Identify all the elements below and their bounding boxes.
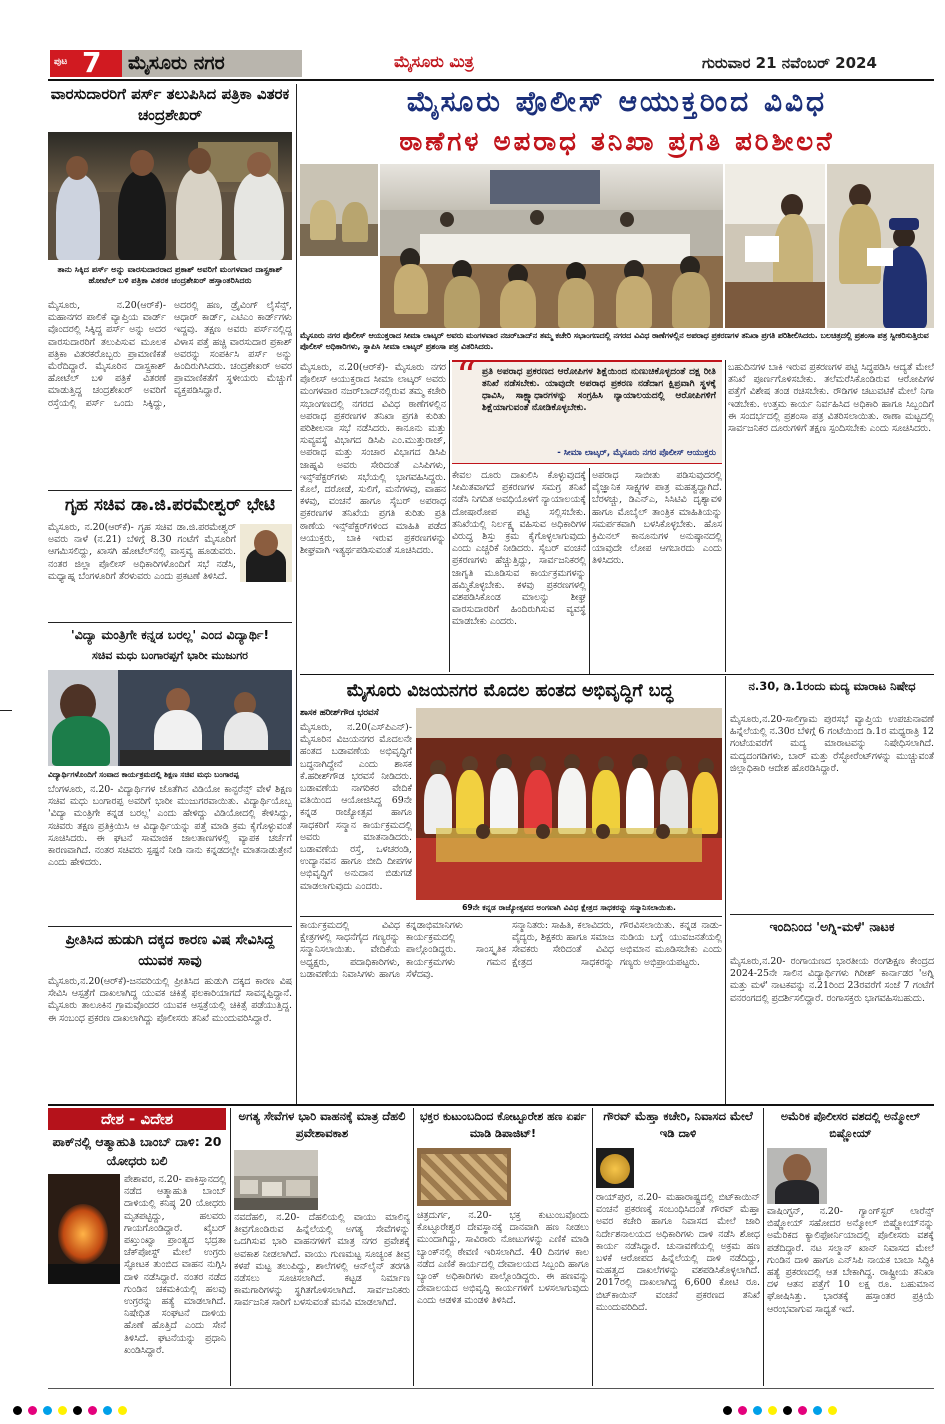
margin-tick [0, 710, 12, 711]
natak-body: ಮೈಸೂರು,ನ.20- ರಂಗಾಯಣದ ಭಾರತೀಯ ರಂಗಶಿಕ್ಷಣ ಕೇಂದ್ರದ 2024-25ನೇ ಸಾಲಿನ ವಿದ್ಯಾರ್ಥಿಗಳು ಗಿರೀಶ್ ಕಾರ್ನಾಡರ 'ಅಗ್ನಿ ಮತ್ತು ಮಳೆ' ನಾಟಕವನ್ನು ನ.21ರಿಂದ 23ರವರೆಗೆ ಸಂಜೆ 7 ಗಂಟೆಗೆ ವನರಂಗದಲ್ಲಿ ಪ್ರದರ್ಶಿಸಲಿದ್ದಾರೆ. ರಂಗಾಸಕ್ತರು ಭಾಗವಹಿಸಬಹುದು. [730, 956, 934, 1004]
anmol-body: ವಾಷಿಂಗ್ಟನ್, ನ.20- ಗ್ಯಾಂಗ್‌ಸ್ಟರ್ ಲಾರೆನ್ಸ್ ಬಿಷ್ಣೋಯ್ ಸಹೋದರ ಅನ್ಮೋಲ್ ಬಿಷ್ಣೋಯ್‌ನನ್ನು ಅಮೆರಿಕದ ಕ್ಯಾಲಿಫೋರ್ನಿಯಾದಲ್ಲಿ ಪೊಲೀಸರು ವಶಕ್ಕೆ ಪಡೆದಿದ್ದಾರೆ. ನಟ ಸಲ್ಮಾನ್ ಖಾನ್ ನಿವಾಸದ ಮೇಲೆ ಗುಂಡಿನ ದಾಳಿ ಹಾಗೂ ಎನ್‌ಸಿಪಿ ನಾಯಕ ಬಾಬಾ ಸಿದ್ದಿಕಿ ಹತ್ಯೆ ಪ್ರಕರಣದಲ್ಲಿ ಆತ ಬೇಕಾಗಿದ್ದ. ರಾಷ್ಟ್ರೀಯ ತನಿಖಾ ದಳ ಆತನ ಪತ್ತೆಗೆ 10 ಲಕ್ಷ ರೂ. ಬಹುಮಾನ ಘೋಷಿಸಿತ್ತು. ಭಾರತಕ್ಕೆ ಹಸ್ತಾಂತರ ಪ್ರಕ್ರಿಯೆ ಆರಂಭವಾಗುವ ಸಾಧ್ಯತೆ ಇದೆ. [767, 1206, 934, 1315]
registration-dot [103, 1406, 112, 1415]
delhi-body: ನವದೆಹಲಿ, ನ.20- ದೆಹಲಿಯಲ್ಲಿ ವಾಯು ಮಾಲಿನ್ಯ ತೀವ್ರಗೊಂಡಿರುವ ಹಿನ್ನೆಲೆಯಲ್ಲಿ ಅಗತ್ಯ ಸೇವೆಗಳನ್ನು ಒದಗಿಸುವ ಭಾರಿ ವಾಹನಗಳಿಗೆ ಮಾತ್ರ ನಗರ ಪ್ರವೇಶಕ್ಕೆ ಅವಕಾಶ ನೀಡಲಾಗಿದೆ. ವಾಯು ಗುಣಮಟ್ಟ ಸೂಚ್ಯಂಕ ತೀವ್ರ ಕಳಪೆ ಮಟ್ಟ ತಲುಪಿದ್ದು, ಶಾಲೆಗಳಲ್ಲಿ ಆನ್‌ಲೈನ್ ತರಗತಿ ನಡೆಸಲು ಸೂಚಿಸಲಾಗಿದೆ. ಕಟ್ಟಡ ನಿರ್ಮಾಣ ಕಾಮಗಾರಿಗಳನ್ನು ಸ್ಥಗಿತಗೊಳಿಸಲಾಗಿದೆ. ಸಾರ್ವಜನಿಕರು ಸಾರ್ವಜನಿಕ ಸಾರಿಗೆ ಬಳಸುವಂತೆ ಮನವಿ ಮಾಡಲಾಗಿದೆ. [234, 1212, 410, 1309]
registration-dot [783, 1406, 792, 1415]
delhi-headline: ಅಗತ್ಯ ಸೇವೆಗಳ ಭಾರಿ ವಾಹನಕ್ಕೆ ಮಾತ್ರ ದೆಹಲಿ ಪ್ರವೇಶಾವಕಾಶ [238, 1109, 406, 1140]
quote-mark-icon: “ [456, 354, 477, 400]
vijayanagar-headline: ಮೈಸೂರು ವಿಜಯನಗರ ಮೊದಲ ಹಂತದ ಅಭಿವೃದ್ಧಿಗೆ ಬದ್ಧ [346, 681, 674, 701]
natak-headline: ಇಂದಿನಿಂದ 'ಅಗ್ನಿ-ಮಳೆ' ನಾಟಕ [769, 919, 895, 934]
prohibition-headline: ನ.30, ಡಿ.1ರಂದು ಮದ್ಯ ಮಾರಾಟ ನಿಷೇಧ [748, 679, 916, 693]
registration-dot [798, 1406, 807, 1415]
page-number: 7 [82, 46, 102, 79]
pak-photo [48, 1174, 120, 1284]
vidyamantri-headline: 'ವಿದ್ಯಾ ಮಂತ್ರಿಗೇ ಕನ್ನಡ ಬರಲ್ಲ' ಎಂದ ವಿದ್ಯಾರ್ಥಿ! [70, 627, 270, 642]
page-label: ಪುಟ [54, 57, 68, 67]
kotigobba-photo [417, 1148, 511, 1206]
prohibition-body: ಮೈಸೂರು,ನ.20-ಸಾಲಿಗ್ರಾಮ ಪುರಸಭೆ ವ್ಯಾಪ್ತಿಯ ಉಪಚುನಾವಣೆ ಹಿನ್ನೆಲೆಯಲ್ಲಿ ನ.30ರ ಬೆಳಿಗ್ಗೆ 6 ಗಂಟೆಯಿಂದ ಡಿ.1ರ ಮಧ್ಯರಾತ್ರಿ 12 ಗಂಟೆಯವರೆಗೆ ಮದ್ಯ ಮಾರಾಟವನ್ನು ನಿಷೇಧಿಸಲಾಗಿದೆ. ಮದ್ಯದಂಗಡಿಗಳು, ಬಾರ್ ಮತ್ತು ರೆಸ್ಟೋರೆಂಟ್‌ಗಳನ್ನು ಮುಚ್ಚುವಂತೆ ಜಿಲ್ಲಾಧಿಕಾರಿ ಆದೇಶ ಹೊರಡಿಸಿದ್ದಾರೆ. [730, 714, 934, 774]
registration-dot [28, 1406, 37, 1415]
pak-headline: ಪಾಕ್‌ನಲ್ಲಿ ಆತ್ಮಾಹುತಿ ಬಾಂಬ್ ದಾಳಿ: 20 ಯೋಧರು ಬಲಿ [52, 1134, 222, 1168]
gautam-headline: ಗೌರವ್ ಮೆಹ್ತಾ ಕಚೇರಿ, ನಿವಾಸದ ಮೇಲೆ ಇಡಿ ದಾಳಿ [603, 1109, 753, 1140]
vijayanagar-body-3: ಸನ್ಮಾನಿತರು: ಸಾಹಿತಿ, ಕಲಾವಿದರು, ವೈದ್ಯರು, ಶಿಕ್ಷಕರು ಹಾಗೂ ಸಮಾಜ ಸೇವಕರು ಸೇರಿದಂತೆ ವಿವಿಧ ಕ್ಷೇತ್ರದ ಸಾಧಕರನ್ನು ಗೌರವಿಸಲಾಯಿತು. ಕನ್ನಡ ನಾಡು-ನುಡಿಯ ಬಗ್ಗೆ ಯುವಜನತೆಯಲ್ಲಿ ಅಭಿಮಾನ ಮೂಡಿಸಬೇಕು ಎಂದು ಗಣ್ಯರು ಅಭಿಪ್ರಾಯಪಟ್ಟರು. [512, 920, 722, 968]
lead-caption: ಮೈಸೂರು ನಗರ ಪೊಲೀಸ್ ಆಯುಕ್ತರಾದ ಸೀಮಾ ಲಾಟ್ಕರ್ ಅವರು ಮಂಗಳವಾರ ನಜರ್‌ಬಾದ್‌ನ ತಮ್ಮ ಕಚೇರಿ ಸಭಾಂಗಣದಲ್ಲಿ ನಗರದ ವಿವಿಧ ಠಾಣೆಗಳಲ್ಲಿನ ಅಪರಾಧ ಪ್ರಕರಣಗಳ ತನಿಖಾ ಪ್ರಗತಿ ಪರಿಶೀಲಿಸಿದರು. ಬಲಚಿತ್ರದಲ್ಲಿ ಪ್ರಶಂಸಾ ಪತ್ರ ಸ್ವೀಕರಿಸುತ್ತಿರುವ ಪೊಲೀಸ್ ಅಧಿಕಾರಿಗಳು, ಸ್ಥಾಪಿಸಿ ಸೀಮಾ ಲಾಟ್ಕರ್ ಪ್ರಶಂಸಾ ಪತ್ರ ವಿತರಿಸಿದರು. [300, 331, 929, 351]
vijayanagar-photo [416, 708, 722, 900]
registration-dot [828, 1406, 837, 1415]
vijayanagar-body-1: ಮೈಸೂರು, ನ.20(ಎಸ್‌ಪಿಎನ್)- ಮೈಸೂರಿನ ವಿಜಯನಗರ ಮೊದಲನೇ ಹಂತದ ಬಡಾವಣೆಯ ಅಭಿವೃದ್ಧಿಗೆ ಬದ್ಧನಾಗಿದ್ದೇನೆ ಎಂದು ಶಾಸಕ ಕೆ.ಹರೀಶ್‌ಗೌಡ ಭರವಸೆ ನೀಡಿದರು. ಬಡಾವಣೆಯ ನಾಗರಿಕರ ವೇದಿಕೆ ವತಿಯಿಂದ ಆಯೋಜಿಸಿದ್ದ 69ನೇ ಕನ್ನಡ ರಾಜ್ಯೋತ್ಸವ ಹಾಗೂ ಸಾಧಕರಿಗೆ ಸನ್ಮಾನ ಕಾರ್ಯಕ್ರಮದಲ್ಲಿ ಅವರು ಮಾತನಾಡಿದರು. ಬಡಾವಣೆಯ ರಸ್ತೆ, ಒಳಚರಂಡಿ, ಉದ್ಯಾನವನ ಹಾಗೂ ಬೀದಿ ದೀಪಗಳ ಅಭಿವೃದ್ಧಿಗೆ ಅನುದಾನ ಬಿಡುಗಡೆ ಮಾಡಲಾಗುವುದು ಎಂದರು. [300, 722, 412, 892]
desha-videsha-label: ದೇಶ - ವಿದೇಶ [100, 1110, 173, 1128]
kotigobba-headline: ಭಕ್ತರ ಕುಟುಂಬದಿಂದ ಕೋಟ್ಟೂರೇಶ ಹಣ ಏರ್ಪ ಮಾಡಿ ಡಿಪಾಜಿಟ್! [419, 1110, 587, 1140]
registration-dot [118, 1406, 127, 1415]
parameshwar-headline: ಗೃಹ ಸಚಿವ ಡಾ.ಜಿ.ಪರಮೇಶ್ವರ್ ಭೇಟಿ [64, 495, 276, 515]
lead-body-col-1: ಮೈಸೂರು, ನ.20(ಆರ್‌ಕೆ)- ಮೈಸೂರು ನಗರ ಪೊಲೀಸ್ ಆಯುಕ್ತರಾದ ಸೀಮಾ ಲಾಟ್ಕರ್ ಅವರು ಮಂಗಳವಾರ ನಜರ್‌ಬಾದ್‌ನಲ್ಲಿರುವ ತಮ್ಮ ಕಚೇರಿ ಸಭಾಂಗಣದಲ್ಲಿ ನಗರದ ವಿವಿಧ ಠಾಣೆಗಳಲ್ಲಿನ ಅಪರಾಧ ಪ್ರಕರಣಗಳ ತನಿಖಾ ಪ್ರಗತಿ ಕುರಿತು ಪರಿಶೀಲನಾ ಸಭೆ ನಡೆಸಿದರು. ಕಾನೂನು ಮತ್ತು ಸುವ್ಯವಸ್ಥೆ ವಿಭಾಗದ ಡಿಸಿಪಿ ಎಂ.ಮುತ್ತುರಾಜ್, ಅಪರಾಧ ಮತ್ತು ಸಂಚಾರ ವಿಭಾಗದ ಡಿಸಿಪಿ ಜಾಹ್ನವಿ ಅವರು ಸೇರಿದಂತೆ ಎಸಿಪಿಗಳು, ಇನ್ಸ್‌ಪೆಕ್ಟರ್‌ಗಳು ಸಭೆಯಲ್ಲಿ ಭಾಗವಹಿಸಿದ್ದರು. ಕೊಲೆ, ದರೋಡೆ, ಸುಲಿಗೆ, ಮನೆಗಳವು, ವಾಹನ ಕಳವು, ವಂಚನೆ ಹಾಗೂ ಸೈಬರ್ ಅಪರಾಧ ಪ್ರಕರಣಗಳ ತನಿಖೆಯ ಪ್ರಗತಿ ಕುರಿತು ಪ್ರತಿ ಠಾಣೆಯ ಇನ್ಸ್‌ಪೆಕ್ಟರ್‌ಗಳಿಂದ ಮಾಹಿತಿ ಪಡೆದ ಆಯುಕ್ತರು, ಬಾಕಿ ಇರುವ ಪ್ರಕರಣಗಳನ್ನು ಶೀಘ್ರವಾಗಿ ಇತ್ಯರ್ಥಪಡಿಸುವಂತೆ ಸೂಚಿಸಿದರು. [300, 362, 446, 557]
vidyamantri-body: ಬೆಂಗಳೂರು, ನ.20- ವಿದ್ಯಾರ್ಥಿಗಳ ಜೊತೆಗಿನ ವಿಡಿಯೋ ಕಾನ್ಫರೆನ್ಸ್ ವೇಳೆ ಶಿಕ್ಷಣ ಸಚಿವ ಮಧು ಬಂಗಾರಪ್ಪ ಅವರಿಗೆ ಭಾರೀ ಮುಜುಗರವಾಯಿತು. ವಿದ್ಯಾರ್ಥಿಯೊಬ್ಬ 'ವಿದ್ಯಾ ಮಂತ್ರಿಗೇ ಕನ್ನಡ ಬರಲ್ಲ' ಎಂದು ಹೇಳಿದ್ದು ವಿಡಿಯೋದಲ್ಲಿ ಕೇಳಿಸಿದ್ದು, ಸಚಿವರು ತಕ್ಷಣ ಪ್ರತಿಕ್ರಿಯಿಸಿ ಆ ವಿದ್ಯಾರ್ಥಿಯನ್ನು ಪತ್ತೆ ಮಾಡಿ ಕ್ರಮ ಕೈಗೊಳ್ಳುವಂತೆ ಸೂಚಿಸಿದರು. ಈ ಘಟನೆ ಸಾಮಾಜಿಕ ಜಾಲತಾಣಗಳಲ್ಲಿ ವ್ಯಾಪಕ ಚರ್ಚೆಗೆ ಕಾರಣವಾಗಿದೆ. ನಂತರ ಸಚಿವರು ಸ್ಪಷ್ಟನೆ ನೀಡಿ ನಾನು ಕನ್ನಡದಲ್ಲೇ ಮಾತನಾಡುತ್ತೇನೆ ಎಂದು ಹೇಳಿದರು. [48, 784, 292, 869]
lead-body-col-2: ಕೇವಲ ದೂರು ದಾಖಲಿಸಿ ಕೊಳ್ಳುವುದಕ್ಕೆ ಸೀಮಿತವಾಗದೆ ಪ್ರಕರಣಗಳ ಸಮಗ್ರ ತನಿಖೆ ನಡೆಸಿ ನಿಗದಿತ ಅವಧಿಯೊಳಗೆ ನ್ಯಾಯಾಲಯಕ್ಕೆ ದೋಷಾರೋಪ ಪಟ್ಟಿ ಸಲ್ಲಿಸಬೇಕು. ತನಿಖೆಯಲ್ಲಿ ನಿರ್ಲಕ್ಷ್ಯ ವಹಿಸುವ ಅಧಿಕಾರಿಗಳ ವಿರುದ್ಧ ಶಿಸ್ತು ಕ್ರಮ ಕೈಗೊಳ್ಳಲಾಗುವುದು ಎಂದು ಎಚ್ಚರಿಕೆ ನೀಡಿದರು. ಸೈಬರ್ ವಂಚನೆ ಪ್ರಕರಣಗಳು ಹೆಚ್ಚುತ್ತಿದ್ದು, ಸಾರ್ವಜನಿಕರಲ್ಲಿ ಜಾಗೃತಿ ಮೂಡಿಸುವ ಕಾರ್ಯಕ್ರಮಗಳನ್ನು ಹಮ್ಮಿಕೊಳ್ಳಬೇಕು. ಕಳವು ಪ್ರಕರಣಗಳಲ್ಲಿ ವಶಪಡಿಸಿಕೊಂಡ ಮಾಲನ್ನು ಶೀಘ್ರ ವಾರಸುದಾರರಿಗೆ ಹಿಂದಿರುಗಿಸುವ ವ್ಯವಸ್ಥೆ ಮಾಡಬೇಕು ಎಂದರು. [452, 470, 586, 628]
vijayanagar-body-2: ಕಾರ್ಯಕ್ರಮದಲ್ಲಿ ವಿವಿಧ ಕ್ಷೇತ್ರಗಳಲ್ಲಿ ಸಾಧನೆಗೈದ ಗಣ್ಯರನ್ನು ಸನ್ಮಾನಿಸಲಾಯಿತು. ವೇದಿಕೆಯ ಅಧ್ಯಕ್ಷರು, ಪದಾಧಿಕಾರಿಗಳು, ಬಡಾವಣೆಯ ನಿವಾಸಿಗಳು ಹಾಗೂ ಕನ್ನಡಾಭಿಮಾನಿಗಳು ಕಾರ್ಯಕ್ರಮದಲ್ಲಿ ಪಾಲ್ಗೊಂಡಿದ್ದರು. ಸಾಂಸ್ಕೃತಿಕ ಕಾರ್ಯಕ್ರಮಗಳು ಗಮನ ಸೆಳೆದವು. [300, 920, 506, 980]
registration-dot [813, 1406, 822, 1415]
registration-marks-left [10, 1400, 210, 1412]
anmol-photo [767, 1148, 827, 1204]
purse-headline: ವಾರಸುದಾರರಿಗೆ ಪರ್ಸ್ ತಲುಪಿಸಿದ ಪತ್ರಿಕಾ ವಿತರಕ ಚಂದ್ರಶೇಖರ್ [50, 85, 290, 124]
registration-dot [88, 1406, 97, 1415]
lead-photo-meeting-main [380, 164, 723, 328]
registration-dot [723, 1406, 732, 1415]
registration-dot [58, 1406, 67, 1415]
vijayanagar-caption: 69ನೇ ಕನ್ನಡ ರಾಜ್ಯೋತ್ಸವದ ಅಂಗವಾಗಿ ವಿವಿಧ ಕ್ಷೇತ್ರದ ಸಾಧಕರನ್ನು ಸನ್ಮಾನಿಸಲಾಯಿತು. [462, 903, 676, 912]
pak-body: ಪೇಶಾವರ, ನ.20- ಪಾಕಿಸ್ತಾನದಲ್ಲಿ ನಡೆದ ಆತ್ಮಾಹುತಿ ಬಾಂಬ್ ದಾಳಿಯಲ್ಲಿ ಕನಿಷ್ಠ 20 ಯೋಧರು ಮೃತಪಟ್ಟಿದ್ದು, ಹಲವರು ಗಾಯಗೊಂಡಿದ್ದಾರೆ. ಖೈಬರ್ ಪಖ್ತುಂಖ್ವಾ ಪ್ರಾಂತ್ಯದ ಭದ್ರತಾ ಚೆಕ್‌ಪೋಸ್ಟ್ ಮೇಲೆ ಉಗ್ರರು ಸ್ಫೋಟಕ ತುಂಬಿದ ವಾಹನ ನುಗ್ಗಿಸಿ ದಾಳಿ ನಡೆಸಿದ್ದಾರೆ. ನಂತರ ನಡೆದ ಗುಂಡಿನ ಚಕಮಕಿಯಲ್ಲಿ ಹಲವು ಉಗ್ರರನ್ನು ಹತ್ಯೆ ಮಾಡಲಾಗಿದೆ. ನಿಷೇಧಿತ ಸಂಘಟನೆ ದಾಳಿಯ ಹೊಣೆ ಹೊತ್ತಿದೆ ಎಂದು ಸೇನೆ ತಿಳಿಸಿದೆ. ಘಟನೆಯನ್ನು ಪ್ರಧಾನಿ ಖಂಡಿಸಿದ್ದಾರೆ. [124, 1174, 226, 1356]
registration-dot [768, 1406, 777, 1415]
registration-dot [738, 1406, 747, 1415]
lead-quote-box [452, 354, 722, 464]
delhi-photo [234, 1150, 318, 1210]
purse-caption: ತಾನು ಸಿಕ್ಕಿದ ಪರ್ಸ್ ಅನ್ನು ವಾರಸುದಾರರಾದ ಪ್ರಕಾಶ್ ಅವರಿಗೆ ಮಂಗಳವಾರ ದಾಸ್ಪ್ರಕಾಶ್ ಹೋಟೆಲ್ ಬಳಿ ಪತ್ರಿಕಾ ವಿತರಕ ಚಂದ್ರಶೇಖರ್ ಹಸ್ತಾಂತರಿಸಿದರು [57, 264, 283, 285]
parameshwar-body: ಮೈಸೂರು, ನ.20(ಆರ್‌ಕೆ)- ಗೃಹ ಸಚಿವ ಡಾ.ಜಿ.ಪರಮೇಶ್ವರ್ ಅವರು ನಾಳೆ (ನ.21) ಬೆಳಿಗ್ಗೆ 8.30 ಗಂಟೆಗೆ ಮೈಸೂರಿಗೆ ಆಗಮಿಸಲಿದ್ದು, ಖಾಸಗಿ ಹೋಟೆಲ್‌ನಲ್ಲಿ ವಾಸ್ತವ್ಯ ಹೂಡುವರು. ನಂತರ ಜಿಲ್ಲಾ ಪೊಲೀಸ್ ಅಧಿಕಾರಿಗಳೊಂದಿಗೆ ಸಭೆ ನಡೆಸಿ, ಮಧ್ಯಾಹ್ನ ಬೆಂಗಳೂರಿಗೆ ತೆರಳುವರು ಎಂದು ಪ್ರಕಟಣೆ ತಿಳಿಸಿದೆ. [48, 522, 236, 582]
masthead [12, 46, 932, 79]
registration-dot [43, 1406, 52, 1415]
lead-headline-2: ಠಾಣೆಗಳ ಅಪರಾಧ ತನಿಖಾ ಪ್ರಗತಿ ಪರಿಶೀಲನೆ [399, 127, 835, 157]
vidyamantri-photo [48, 670, 292, 766]
vidyamantri-caption: ವಿದ್ಯಾರ್ಥಿಗಳೊಂದಿಗೆ ಸಂವಾದ ಕಾರ್ಯಕ್ರಮದಲ್ಲಿ ಶಿಕ್ಷಣ ಸಚಿವ ಮಧು ಬಂಗಾರಪ್ಪ [48, 770, 239, 779]
registration-dot [73, 1406, 82, 1415]
registration-dot [13, 1406, 22, 1415]
lead-headline-1: ಮೈಸೂರು ಪೊಲೀಸ್ ಆಯುಕ್ತರಿಂದ ವಿವಿಧ [406, 85, 828, 118]
lead-quote: ಪ್ರತಿ ಅಪರಾಧ ಪ್ರಕರಣದ ಆರೋಪಿಗಳ ಶಿಕ್ಷೆಯಿಂದ ನುಣುಚಿಕೊಳ್ಳದಂತೆ ದಕ್ಷ ರೀತಿ ತನಿಖೆ ನಡೆಸಬೇಕು. ಯಾವುದೇ ಅಪರಾಧ ಪ್ರಕರಣ ನಡೆದಾಗ ಕ್ಷಿಪ್ರವಾಗಿ ಸ್ಥಳಕ್ಕೆ ಧಾವಿಸಿ, ಸಾಕ್ಷ್ಯಾಧಾರಗಳನ್ನು ಸಂಗ್ರಹಿಸಿ ನ್ಯಾಯಾಲಯದಲ್ಲಿ ಆರೋಪಿಗಳಿಗೆ ಶಿಕ್ಷೆಯಾಗುವಂತೆ ನೋಡಿಕೊಳ್ಳಬೇಕು. [482, 366, 716, 413]
issue-date: ಗುರುವಾರ 21 ನವೆಂಬರ್ 2024 [702, 54, 877, 72]
registration-marks-right [720, 1400, 920, 1412]
section-title: ಮೈಸೂರು ನಗರ [128, 52, 225, 74]
poison-headline: ಪ್ರೀತಿಸಿದ ಹುಡುಗಿ ದಕ್ಕದ ಕಾರಣ ವಿಷ ಸೇವಿಸಿದ್ದ ಯುವಕ ಸಾವು [65, 932, 275, 969]
vijayanagar-subhead: ಶಾಸಕ ಹರೀಶ್‌ಗೌಡ ಭರವಸೆ [300, 708, 379, 718]
poison-body: ಮೈಸೂರು,ನ.20(ಆರ್‌ಕೆ)-ಜನವರಿಯಲ್ಲಿ ಪ್ರೀತಿಸಿದ ಹುಡುಗಿ ದಕ್ಕದ ಕಾರಣ ವಿಷ ಸೇವಿಸಿ ಆಸ್ಪತ್ರೆಗೆ ದಾಖಲಾಗಿದ್ದ ಯುವಕ ಚಿಕಿತ್ಸೆ ಫಲಕಾರಿಯಾಗದೆ ಸಾವನ್ನಪ್ಪಿದ್ದಾನೆ. ಮೈಸೂರು ತಾಲೂಕಿನ ಗ್ರಾಮವೊಂದರ ಯುವಕ ಆಸ್ಪತ್ರೆಯಲ್ಲಿ ಚಿಕಿತ್ಸೆ ಪಡೆಯುತ್ತಿದ್ದ. ಈ ಸಂಬಂಧ ಪ್ರಕರಣ ದಾಖಲಾಗಿದ್ದು ಪೊಲೀಸರು ತನಿಖೆ ಮುಂದುವರಿಸಿದ್ದಾರೆ. [48, 976, 292, 1024]
purse-body: ಮೈಸೂರು, ನ.20(ಆರ್‌ಕೆ)- ಮಹಾನಗರ ಪಾಲಿಕೆ ವ್ಯಾಪ್ತಿಯ ವಾರ್ಡ್ ವೊಂದರಲ್ಲಿ ಸಿಕ್ಕಿದ್ದ ಪರ್ಸ್ ಅನ್ನು ಅದರ ವಾರಸುದಾರರಿಗೆ ತಲುಪಿಸುವ ಮೂಲಕ ಪತ್ರಿಕಾ ವಿತರಕರೊಬ್ಬರು ಪ್ರಾಮಾಣಿಕತೆ ಮೆರೆದಿದ್ದಾರೆ. ಮೈಸೂರಿನ ದಾಸ್ಪ್ರಕಾಶ್ ಹೋಟೆಲ್ ಬಳಿ ಪತ್ರಿಕೆ ವಿತರಣೆ ಮಾಡುತ್ತಿದ್ದ ಚಂದ್ರಶೇಖರ್ ಅವರಿಗೆ ರಸ್ತೆಯಲ್ಲಿ ಪರ್ಸ್ ಒಂದು ಸಿಕ್ಕಿದ್ದು, ಅದರಲ್ಲಿ ಹಣ, ಡ್ರೈವಿಂಗ್ ಲೈಸೆನ್ಸ್, ಆಧಾರ್ ಕಾರ್ಡ್, ಎಟಿಎಂ ಕಾರ್ಡ್‌ಗಳು ಇದ್ದವು. ತಕ್ಷಣ ಅವರು ಪರ್ಸ್‌ನಲ್ಲಿದ್ದ ವಿಳಾಸ ಪತ್ತೆ ಹಚ್ಚಿ ವಾರಸುದಾರ ಪ್ರಕಾಶ್ ಅವರನ್ನು ಸಂಪರ್ಕಿಸಿ ಪರ್ಸ್ ಅನ್ನು ಹಿಂದಿರುಗಿಸಿದರು. ಚಂದ್ರಶೇಖರ್ ಅವರ ಪ್ರಾಮಾಣಿಕತೆಗೆ ಸ್ಥಳೀಯರು ಮೆಚ್ಚುಗೆ ವ್ಯಕ್ತಪಡಿಸಿದ್ದಾರೆ. [48, 300, 292, 409]
lead-body-col-4: ಬಹುದಿನಗಳ ಬಾಕಿ ಇರುವ ಪ್ರಕರಣಗಳ ಪಟ್ಟಿ ಸಿದ್ಧಪಡಿಸಿ ಆದ್ಯತೆ ಮೇಲೆ ತನಿಖೆ ಪೂರ್ಣಗೊಳಿಸಬೇಕು. ತಲೆಮರೆಸಿಕೊಂಡಿರುವ ಆರೋಪಿಗಳ ಪತ್ತೆಗೆ ವಿಶೇಷ ತಂಡ ರಚಿಸಬೇಕು. ರೌಡಿಗಳ ಚಟುವಟಿಕೆ ಮೇಲೆ ನಿಗಾ ಇಡಬೇಕು. ಉತ್ತಮ ಕಾರ್ಯ ನಿರ್ವಹಿಸಿದ ಅಧಿಕಾರಿ ಹಾಗೂ ಸಿಬ್ಬಂದಿಗೆ ಈ ಸಂದರ್ಭದಲ್ಲಿ ಪ್ರಶಂಸಾ ಪತ್ರ ವಿತರಿಸಲಾಯಿತು. ಠಾಣಾ ಮಟ್ಟದಲ್ಲಿ ಸಾರ್ವಜನಿಕರ ದೂರುಗಳಿಗೆ ತಕ್ಷಣ ಸ್ಪಂದಿಸಬೇಕು ಎಂದು ಸೂಚಿಸಿದರು. [728, 362, 934, 435]
paper-name: ಮೈಸೂರು ಮಿತ್ರ [394, 52, 474, 71]
lead-photo-meeting-small [300, 164, 378, 256]
parameshwar-photo [240, 524, 292, 582]
registration-dot [753, 1406, 762, 1415]
kotigobba-body: ಚಿತ್ರದುರ್ಗ, ನ.20- ಭಕ್ತ ಕುಟುಂಬವೊಂದು ಕೊಟ್ಟೂರೇಶ್ವರ ದೇವಸ್ಥಾನಕ್ಕೆ ದಾನವಾಗಿ ಹಣ ನೀಡಲು ಮುಂದಾಗಿದ್ದು, ಸಾವಿರಾರು ನೋಟುಗಳನ್ನು ಎಣಿಕೆ ಮಾಡಿ ಬ್ಯಾಂಕ್‌ನಲ್ಲಿ ಠೇವಣಿ ಇರಿಸಲಾಗಿದೆ. 40 ದಿನಗಳ ಕಾಲ ನಡೆದ ಎಣಿಕೆ ಕಾರ್ಯದಲ್ಲಿ ದೇವಾಲಯದ ಸಿಬ್ಬಂದಿ ಹಾಗೂ ಬ್ಯಾಂಕ್ ಅಧಿಕಾರಿಗಳು ಪಾಲ್ಗೊಂಡಿದ್ದರು. ಈ ಹಣವನ್ನು ದೇವಾಲಯದ ಅಭಿವೃದ್ಧಿ ಕಾರ್ಯಗಳಿಗೆ ಬಳಸಲಾಗುವುದು ಎಂದು ಆಡಳಿತ ಮಂಡಳಿ ತಿಳಿಸಿದೆ. [417, 1210, 589, 1307]
purse-photo [48, 132, 292, 260]
anmol-headline: ಅಮೆರಿಕ ಪೊಲೀಸರ ವಶದಲ್ಲಿ ಅನ್ಮೋಲ್ ಬಿಷ್ಣೋಯ್ [780, 1110, 921, 1140]
lead-photo-commendation-1 [725, 164, 825, 328]
vidyamantri-subhead: ಸಚಿವ ಮಧು ಬಂಗಾರಪ್ಪಗೆ ಭಾರೀ ಮುಜುಗರ [92, 649, 248, 662]
lead-photo-commendation-2 [827, 164, 934, 328]
lead-quote-attrib: - ಸೀಮಾ ಲಾಟ್ಕರ್, ಮೈಸೂರು ನಗರ ಪೊಲೀಸ್ ಆಯುಕ್ತರು [557, 448, 716, 458]
gautam-photo [596, 1148, 634, 1188]
lead-body-col-3: ಅಪರಾಧ ಸಾಬೀತು ಪಡಿಸುವುದರಲ್ಲಿ ವೈಜ್ಞಾನಿಕ ಸಾಕ್ಷ್ಯಗಳ ಪಾತ್ರ ಮಹತ್ವದ್ದಾಗಿದೆ. ಬೆರಳಚ್ಚು, ಡಿಎನ್‌ಎ, ಸಿಸಿಟಿವಿ ದೃಶ್ಯಾವಳಿ ಹಾಗೂ ಮೊಬೈಲ್ ತಾಂತ್ರಿಕ ಮಾಹಿತಿಯನ್ನು ಸಮರ್ಪಕವಾಗಿ ಬಳಸಿಕೊಳ್ಳಬೇಕು. ಹೊಸ ಕ್ರಿಮಿನಲ್ ಕಾನೂನುಗಳ ಅನುಷ್ಠಾನದಲ್ಲಿ ಯಾವುದೇ ಲೋಪ ಆಗಬಾರದು ಎಂದು ತಿಳಿಸಿದರು. [592, 470, 722, 567]
gautam-body: ರಾಯ್‌ಪುರ, ನ.20- ಮಹಾರಾಷ್ಟ್ರದಲ್ಲಿ ಬಿಟ್‌ಕಾಯಿನ್ ವಂಚನೆ ಪ್ರಕರಣಕ್ಕೆ ಸಂಬಂಧಿಸಿದಂತೆ ಗೌರವ್ ಮೆಹ್ತಾ ಅವರ ಕಚೇರಿ ಹಾಗೂ ನಿವಾಸದ ಮೇಲೆ ಜಾರಿ ನಿರ್ದೇಶನಾಲಯದ ಅಧಿಕಾರಿಗಳು ದಾಳಿ ನಡೆಸಿ ಶೋಧ ಕಾರ್ಯ ನಡೆಸಿದ್ದಾರೆ. ಚುನಾವಣೆಯಲ್ಲಿ ಅಕ್ರಮ ಹಣ ಬಳಕೆ ಆರೋಪದ ಹಿನ್ನೆಲೆಯಲ್ಲಿ ದಾಳಿ ನಡೆದಿದ್ದು, ಮಹತ್ವದ ದಾಖಲೆಗಳನ್ನು ವಶಪಡಿಸಿಕೊಳ್ಳಲಾಗಿದೆ. 2017ರಲ್ಲಿ ದಾಖಲಾಗಿದ್ದ 6,600 ಕೋಟಿ ರೂ. ಬಿಟ್‌ಕಾಯಿನ್ ವಂಚನೆ ಪ್ರಕರಣದ ತನಿಖೆ ಮುಂದುವರಿದಿದೆ. [596, 1192, 760, 1313]
